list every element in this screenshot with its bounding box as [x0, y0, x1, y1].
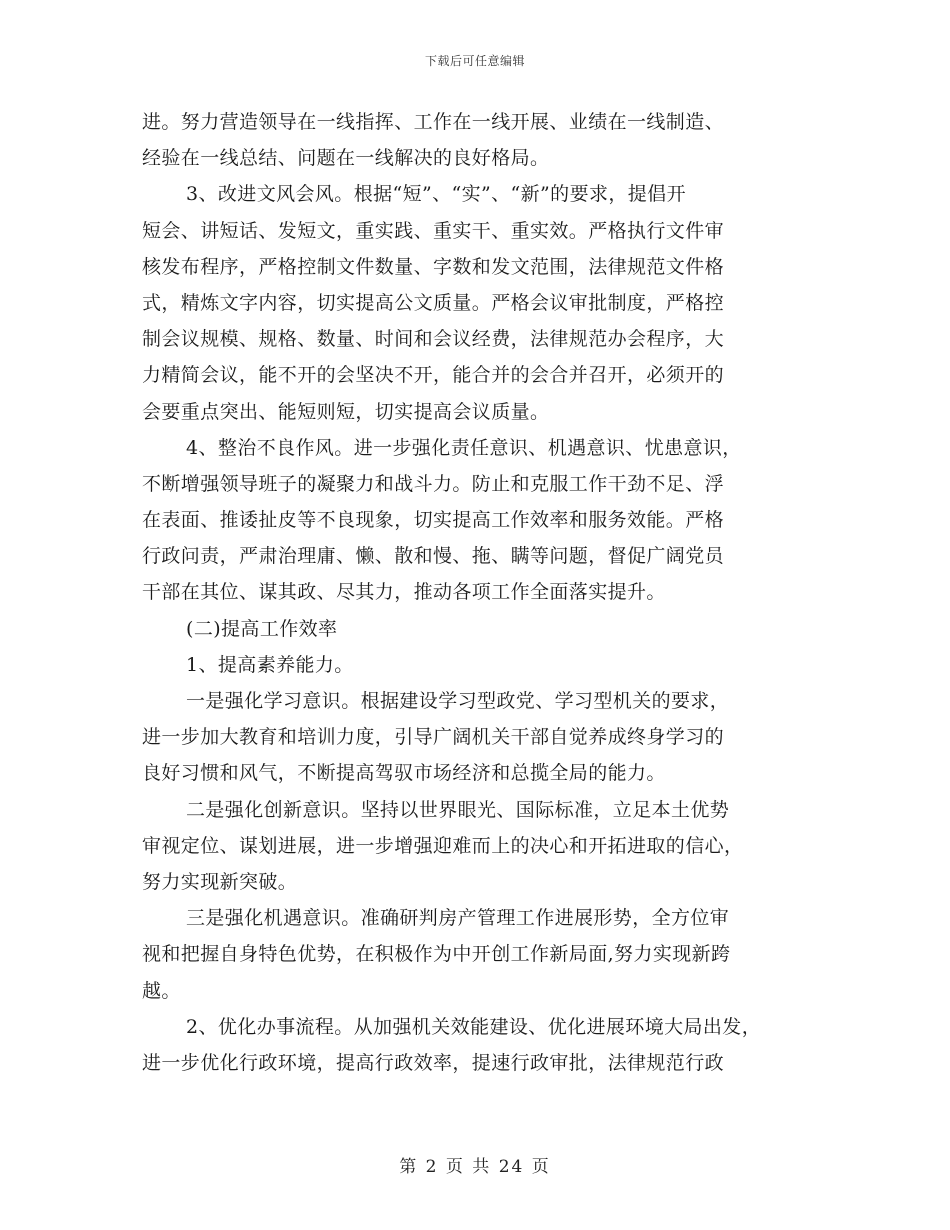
text-line: (二)提高工作效率	[186, 617, 338, 640]
text-line: 2、优化办事流程。从加强机关效能建设、优化进展环境大局出发，	[186, 1015, 762, 1038]
text-line: 审视定位、谋划进展，进一步增强迎难而上的决心和开拓进取的信心，	[142, 834, 744, 857]
text-line: 制会议规模、规格、数量、时间和会议经费，法律规范办会程序，大	[142, 328, 725, 351]
text-line: 二是强化创新意识。坚持以世界眼光、国际标准，立足本土优势	[186, 798, 730, 821]
text-line: 视和把握自身特色优势，在积极作为中开创工作新局面,努力实现新跨	[142, 943, 731, 966]
text-line: 核发布程序，严格控制文件数量、字数和发文范围，法律规范文件格	[142, 255, 725, 278]
text-line: 短会、讲短话、发短文，重实践、重实干、重实效。严格执行文件审	[142, 219, 725, 242]
text-line: 进。努力营造领导在一线指挥、工作在一线开展、业绩在一线制造、	[142, 111, 725, 133]
text-line: 3、改进文风会风。根据“短”、“实”、“新”的要求，提倡开	[186, 183, 686, 206]
text-line: 越。	[142, 979, 181, 1002]
text-line: 行政问责，严肃治理庸、懒、散和慢、拖、瞒等问题，督促广阔党员	[142, 545, 725, 568]
text-line: 三是强化机遇意识。准确研判房产管理工作进展形势，全方位审	[186, 907, 730, 930]
text-line: 干部在其位、谋其政、尽其力，推动各项工作全面落实提升。	[142, 581, 666, 604]
document-body	[142, 104, 832, 1081]
text-line: 不断增强领导班子的凝聚力和战斗力。防止和克服工作干劲不足、浮	[142, 472, 725, 495]
text-line: 一是强化学习意识。根据建设学习型政党、学习型机关的要求，	[186, 690, 730, 712]
text-line: 进一步加大教育和培训力度，引导广阔机关干部自觉养成终身学习的	[142, 726, 725, 749]
text-line: 式，精炼文字内容，切实提高公文质量。严格会议审批制度，严格控	[142, 291, 725, 314]
text-line: 在表面、推诿扯皮等不良现象，切实提高工作效率和服务效能。严格	[142, 509, 725, 532]
text-line: 努力实现新突破。	[142, 870, 298, 893]
text-line: 会要重点突出、能短则短，切实提高会议质量。	[142, 400, 550, 423]
text-line: 经验在一线总结、问题在一线解决的良好格局。	[142, 147, 550, 170]
text-line: 进一步优化行政环境，提高行政效率，提速行政审批，法律规范行政	[142, 1051, 725, 1074]
text-line: 良好习惯和风气，不断提高驾驭市场经济和总揽全局的能力。	[142, 762, 666, 785]
text-line: 力精简会议，能不开的会坚决不开，能合并的会合并召开，必须开的	[142, 364, 725, 387]
text-line: 4、整治不良作风。进一步强化责任意识、机遇意识、忧患意识，	[186, 436, 742, 459]
page-footer: 第 2 页 共 24 页	[399, 1157, 551, 1177]
text-line: 1、提高素养能力。	[186, 653, 354, 676]
page-header: 下载后可任意编辑	[424, 54, 525, 68]
